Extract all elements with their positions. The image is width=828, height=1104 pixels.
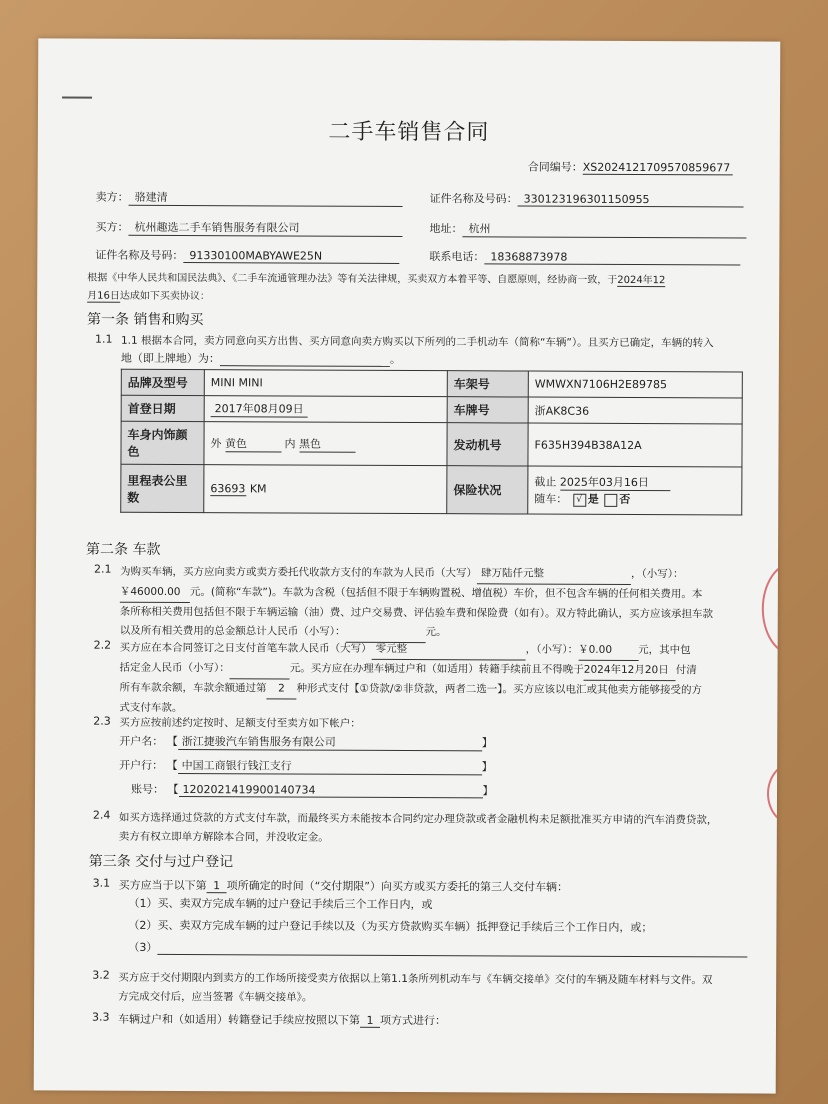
right-bracket: 】 bbox=[481, 760, 493, 774]
delivery-option-3-label: （3） bbox=[128, 940, 158, 954]
brand-value: MINI MINI bbox=[204, 370, 447, 397]
insurance-with-car-label: 随车： bbox=[534, 492, 568, 506]
right-bracket: 】 bbox=[481, 736, 493, 750]
buyer-id-value: 91330100MABYAWE25N bbox=[183, 249, 399, 264]
clause-2-1-d: 以及所有相关费用的总金额总计人民币（小写）： bbox=[119, 624, 346, 638]
clause-2-1-small: ，（小写）： bbox=[630, 567, 684, 581]
contract-page bbox=[34, 38, 781, 1093]
buyer-address-value: 杭州 bbox=[462, 220, 746, 238]
mileage-label: 里程表公里数 bbox=[121, 464, 204, 512]
insurance-until-label: 截止 bbox=[534, 475, 557, 489]
clause-2-1-e: 元。 bbox=[425, 626, 447, 639]
clause-1-1-text: 地（即上牌地）为： bbox=[120, 351, 220, 366]
interior-value: 黑色 bbox=[299, 435, 355, 452]
clause-2-2-b: 元，其中包 bbox=[638, 644, 691, 657]
delivery-option-number: 1 bbox=[207, 879, 227, 893]
clause-number: 2.4 bbox=[92, 808, 111, 822]
buyer-phone-value: 18368873978 bbox=[484, 250, 740, 265]
clause-2-2-a: 买方应在本合同签订之日支付首笔车款人民币（大写） bbox=[119, 641, 372, 655]
account-name-value: 浙江捷骏汽车销售服务有限公司 bbox=[178, 733, 482, 751]
buyer-id-row bbox=[95, 247, 399, 264]
bank-row bbox=[119, 757, 493, 776]
clause-3-2-b: 方完成交付后，应当签署《车辆交接单》。 bbox=[118, 990, 313, 1004]
buyer-label: 买方： bbox=[95, 220, 129, 234]
article-1-title: 第一条 销售和购买 bbox=[87, 311, 204, 329]
clause-3-1-line bbox=[119, 877, 568, 895]
exterior-value: 黄色 bbox=[225, 435, 281, 452]
clause-3-3-b: 项方式进行： bbox=[379, 1013, 447, 1028]
intro-date-b: 月16日 bbox=[87, 287, 120, 303]
clause-2-1-c: 条所称相关费用包括但不限于车辆运输（油）费、过户交易费、评估验车费和保险费（如有）。双方特此确认，买方应该承担车款 bbox=[119, 605, 714, 621]
clause-number: 3.1 bbox=[92, 876, 111, 890]
clause-3-3-a: 车辆过户和（如适用）转籍登记手续应按照以下第 bbox=[117, 1012, 361, 1027]
clause-2-2-c: 括定金人民币（小写）： bbox=[119, 661, 230, 675]
clause-2-3-text: 买方应按前述约定按时、足额支付至卖方如下帐户： bbox=[119, 716, 361, 730]
seal-stamp bbox=[762, 562, 781, 656]
intro-line-2 bbox=[87, 287, 210, 304]
seller-id-label: 证件名称及号码： bbox=[429, 192, 518, 206]
article-2-title: 第二条 车款 bbox=[86, 541, 161, 558]
clause-1-1-end: 。 bbox=[389, 352, 401, 366]
intro-text: 根据《中华人民共和国民法典》、《二手车流通管理办法》等有关法律规，买卖双方本着平等、自愿原则，经协商一致，于 bbox=[87, 272, 618, 286]
bank-label: 开户行： bbox=[119, 758, 164, 772]
clause-2-2-f: 所有车款余额，车款余额通过第 bbox=[119, 681, 267, 695]
delivery-option-3 bbox=[128, 939, 747, 958]
account-number-row bbox=[131, 781, 494, 799]
clause-number: 2.2 bbox=[93, 638, 112, 652]
balance-due-date: 2024年12月20日 bbox=[584, 661, 676, 681]
left-bracket: 【 bbox=[167, 782, 179, 797]
clause-2-4 bbox=[119, 809, 759, 850]
bank-value: 中国工商银行钱江支行 bbox=[178, 757, 482, 775]
clause-number: 1.1 bbox=[94, 332, 113, 346]
buyer-row bbox=[95, 219, 402, 237]
mileage-cell bbox=[204, 465, 447, 514]
buyer-phone-label: 联系电话： bbox=[429, 250, 485, 264]
engine-label: 发动机号 bbox=[447, 423, 528, 466]
no-label: 否 bbox=[619, 492, 631, 506]
clause-2-4-a: 如买方选择通过贷款的方式支付车款，而最终买方未能按本合同约定办理贷款或者金融机构未足额批准买方申请的汽车消费贷款， bbox=[118, 811, 718, 827]
insurance-label: 保险状况 bbox=[447, 466, 528, 514]
reg-date-label: 首登日期 bbox=[121, 395, 204, 421]
article-3-title: 第三条 交付与过户登记 bbox=[88, 853, 234, 871]
account-number-label: 账号： bbox=[130, 782, 165, 796]
seller-id-row bbox=[430, 190, 744, 207]
vehicle-table bbox=[120, 369, 743, 516]
delivery-option-2: （2）买、卖双方完成车辆的过户登记手续以及（为买方贷款购买车辆）抵押登记手续后三个工作日内，或； bbox=[128, 918, 653, 935]
price-amount: ￥46000.00 bbox=[120, 583, 190, 603]
clause-2-4-b: 卖方有权立即单方解除本合同，并没收定金。 bbox=[118, 830, 329, 844]
intro-date-a: 2024年12 bbox=[617, 271, 665, 287]
contract-number-value: XS2024121709570859677 bbox=[583, 161, 733, 176]
mileage-value: 63693 bbox=[210, 481, 246, 495]
color-cell bbox=[204, 422, 447, 466]
vin-label: 车架号 bbox=[447, 371, 528, 397]
price-capital: 肆万陆仟元整 bbox=[477, 564, 631, 585]
no-checkbox[interactable] bbox=[604, 493, 617, 506]
contract-number-label: 合同编号： bbox=[527, 160, 583, 174]
buyer-address-label: 地址： bbox=[429, 222, 463, 236]
plate-value: 浙AK8C36 bbox=[528, 397, 742, 424]
punch-mark bbox=[62, 96, 92, 98]
clause-2-2-g: 种形式支付【①贷款/②非贷款，两者二选一】。买方应该以电汇或其他卖方能够接受的方 bbox=[296, 682, 703, 697]
clause-3-1-b: 项所确定的时间（“交付期限”）向买方或买方委托的第三人交付车辆： bbox=[226, 879, 569, 894]
clause-number: 2.3 bbox=[93, 714, 111, 728]
intro-line bbox=[87, 269, 665, 288]
seller-name: 骆建清 bbox=[129, 189, 403, 207]
buyer-name: 杭州趣选二手车销售服务有限公司 bbox=[128, 219, 402, 237]
clause-number: 3.2 bbox=[92, 968, 110, 982]
clause-3-2-a: 买方应于交付期限内到卖方的工作场所接受卖方依据以上第1.1条所列机动车与《车辆交接单》交付的车辆及随车材料与文件。双 bbox=[118, 971, 713, 987]
clause-number: 3.3 bbox=[92, 1010, 110, 1024]
page-title: 二手车销售合同 bbox=[328, 119, 490, 146]
yes-checkbox[interactable]: √ bbox=[573, 493, 586, 506]
first-payment-amount: ￥0.00 bbox=[578, 641, 638, 661]
right-bracket: 】 bbox=[482, 784, 494, 798]
buyer-id-label: 证件名称及号码： bbox=[95, 248, 184, 263]
clause-2-1 bbox=[120, 563, 760, 645]
clause-2-1-a: 为购买车辆，买方应向卖方或卖方委托代收款方支付的车款为人民币（大写） bbox=[119, 565, 477, 580]
left-bracket: 【 bbox=[166, 734, 178, 749]
transfer-option-number: 1 bbox=[360, 1014, 380, 1028]
insurance-cell bbox=[528, 466, 742, 515]
payment-method-number: 2 bbox=[266, 679, 296, 699]
first-payment-capital: 零元整 bbox=[372, 640, 526, 661]
color-label: 车身内饰颜色 bbox=[121, 421, 204, 464]
account-name-row bbox=[119, 733, 493, 752]
intro-tail: 达成如下买卖协议： bbox=[119, 290, 210, 303]
seller-id-value: 330123196301150955 bbox=[518, 192, 744, 207]
engine-value: F635H394B38A12A bbox=[528, 423, 742, 467]
contract-number bbox=[528, 159, 733, 176]
clause-2-2-small: ，（小写）： bbox=[525, 643, 579, 656]
clause-2-2 bbox=[119, 639, 759, 721]
seller-row bbox=[96, 189, 403, 207]
clause-number: 2.1 bbox=[93, 562, 112, 576]
clause-1-1-line1: 1.1 根据本合同，卖方同意向买方出售、买方同意向卖方购买以下所列的二手机动车（简称“车辆”）。且买方已确定，车辆的转入 bbox=[120, 334, 714, 350]
clause-2-1-b: 元。(简称“车款”)。车款为含税（包括但不限于车辆购置税、增值税）车价，但不包含车辆的任何相关费用。本 bbox=[189, 586, 703, 601]
delivery-option-1: （1）买、卖双方完成车辆的过户登记手续后三个工作日内，或 bbox=[128, 896, 433, 912]
vin-value: WMWXN7106H2E89785 bbox=[528, 371, 742, 398]
clause-3-3 bbox=[118, 1011, 446, 1028]
clause-3-2 bbox=[118, 969, 758, 1010]
reg-date-value: 2017年08月09日 bbox=[211, 400, 308, 417]
plate-label: 车牌号 bbox=[447, 397, 528, 423]
clause-1-1-line2 bbox=[121, 350, 401, 367]
buyer-phone-row bbox=[429, 248, 740, 265]
clause-2-2-h: 式支付车款。 bbox=[119, 701, 183, 715]
insurance-date: 2025年03月16日 bbox=[560, 474, 670, 491]
account-name-label: 开户名： bbox=[119, 734, 164, 748]
seal-stamp bbox=[767, 762, 780, 826]
interior-label: 内 bbox=[284, 436, 296, 451]
mileage-unit: KM bbox=[249, 481, 267, 495]
exterior-label: 外 bbox=[210, 436, 222, 450]
yes-label: 是 bbox=[587, 492, 599, 506]
account-number-value: 1202021419900140734 bbox=[178, 783, 482, 798]
buyer-address-row bbox=[429, 220, 746, 238]
seller-label: 卖方： bbox=[95, 190, 129, 204]
brand-label: 品牌及型号 bbox=[121, 369, 204, 395]
left-bracket: 【 bbox=[166, 758, 178, 773]
clause-3-1-a: 买方应当于以下第 bbox=[118, 878, 207, 893]
reg-date-cell bbox=[204, 396, 447, 423]
clause-2-2-d: 元。买方应在办理车辆过户和（如适用）转籍手续前且不得晚于 bbox=[289, 662, 584, 676]
clause-2-2-e: 付清 bbox=[675, 664, 697, 677]
